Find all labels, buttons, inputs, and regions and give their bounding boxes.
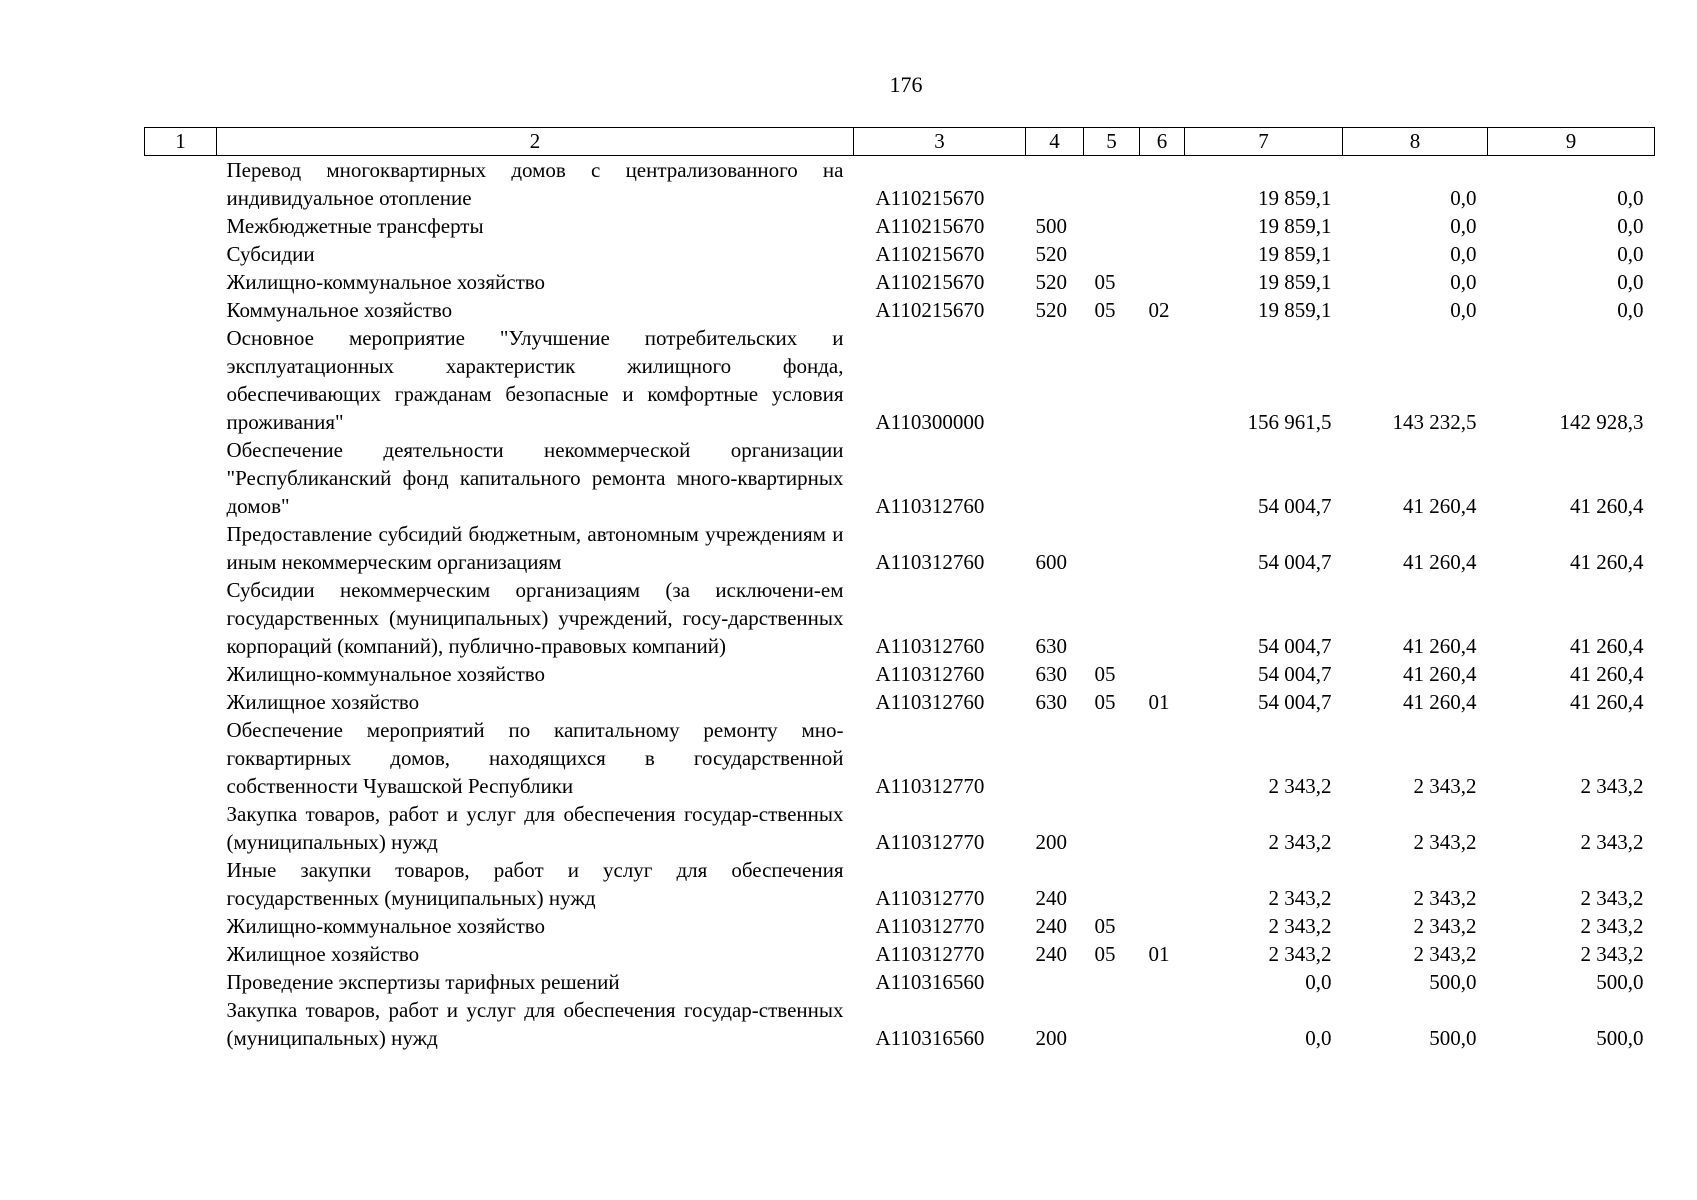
row-code: А110312770 bbox=[875, 774, 985, 798]
row-section: 05 bbox=[1094, 942, 1116, 966]
row-name: Жилищно-коммунальное хозяйство bbox=[226, 662, 546, 686]
table-row bbox=[145, 996, 1655, 1052]
row-amount-1: 2 343,2 bbox=[1268, 774, 1332, 798]
row-name: Жилищно-коммунальное хозяйство bbox=[226, 914, 546, 938]
row-expense-type bbox=[1026, 716, 1084, 800]
row-expense-type: 520 bbox=[1035, 298, 1067, 322]
row-section bbox=[1084, 212, 1140, 240]
row-col-1 bbox=[145, 996, 217, 1052]
row-section bbox=[1084, 856, 1140, 912]
row-col-1 bbox=[145, 688, 217, 716]
row-amount-3: 0,0 bbox=[1617, 242, 1644, 266]
row-section bbox=[1084, 800, 1140, 856]
row-name: Субсидии bbox=[226, 242, 315, 266]
row-expense-type: 240 bbox=[1035, 886, 1067, 910]
row-amount-3: 41 260,4 bbox=[1570, 634, 1644, 658]
row-col-1 bbox=[145, 156, 217, 213]
row-col-1 bbox=[145, 240, 217, 268]
row-col-1 bbox=[145, 716, 217, 800]
row-section bbox=[1084, 156, 1140, 213]
row-amount-2: 500,0 bbox=[1429, 1026, 1477, 1050]
table-row bbox=[145, 576, 1655, 660]
row-name: Жилищное хозяйство bbox=[226, 942, 420, 966]
row-amount-2: 41 260,4 bbox=[1403, 550, 1477, 574]
row-amount-1: 54 004,7 bbox=[1258, 494, 1332, 518]
row-expense-type: 240 bbox=[1035, 942, 1067, 966]
header-col-7: 7 bbox=[1185, 128, 1343, 156]
table-row bbox=[145, 240, 1655, 268]
row-section bbox=[1084, 240, 1140, 268]
page-number: 176 bbox=[889, 72, 923, 97]
row-col-1 bbox=[145, 324, 217, 436]
row-section bbox=[1084, 520, 1140, 576]
row-subsection bbox=[1140, 716, 1185, 800]
row-code: А110215670 bbox=[875, 214, 985, 238]
header-col-3: 3 bbox=[854, 128, 1026, 156]
row-code: А110215670 bbox=[875, 298, 985, 322]
row-amount-1: 54 004,7 bbox=[1258, 550, 1332, 574]
row-expense-type: 630 bbox=[1035, 634, 1067, 658]
row-name: Жилищно-коммунальное хозяйство bbox=[226, 270, 546, 294]
row-expense-type: 520 bbox=[1035, 242, 1067, 266]
row-amount-3: 2 343,2 bbox=[1580, 914, 1644, 938]
row-expense-type: 200 bbox=[1035, 1026, 1067, 1050]
row-amount-1: 19 859,1 bbox=[1258, 214, 1332, 238]
row-subsection bbox=[1140, 268, 1185, 296]
row-amount-3: 2 343,2 bbox=[1580, 774, 1644, 798]
row-amount-1: 0,0 bbox=[1305, 1026, 1332, 1050]
table-row bbox=[145, 716, 1655, 800]
row-col-1 bbox=[145, 968, 217, 996]
row-amount-1: 0,0 bbox=[1305, 970, 1332, 994]
row-name: Основное мероприятие "Улучшение потребительских и эксплуатационных характеристик жилищного фонда, обеспечивающих гражданам безопасные и комфортные условия проживания" bbox=[226, 326, 844, 434]
row-amount-1: 54 004,7 bbox=[1258, 634, 1332, 658]
row-amount-2: 41 260,4 bbox=[1403, 634, 1477, 658]
row-amount-3: 0,0 bbox=[1617, 214, 1644, 238]
row-expense-type: 500 bbox=[1035, 214, 1067, 238]
row-subsection: 01 bbox=[1148, 942, 1170, 966]
table-row bbox=[145, 800, 1655, 856]
table-row bbox=[145, 688, 1655, 716]
row-amount-3: 41 260,4 bbox=[1570, 494, 1644, 518]
table-row bbox=[145, 436, 1655, 520]
table-row bbox=[145, 912, 1655, 940]
row-subsection bbox=[1140, 996, 1185, 1052]
row-section: 05 bbox=[1094, 298, 1116, 322]
table-body bbox=[145, 156, 1655, 1053]
row-amount-2: 41 260,4 bbox=[1403, 690, 1477, 714]
table-row bbox=[145, 520, 1655, 576]
row-amount-2: 0,0 bbox=[1450, 298, 1477, 322]
row-col-1 bbox=[145, 296, 217, 324]
row-name: Проведение экспертизы тарифных решений bbox=[226, 970, 620, 994]
header-col-5: 5 bbox=[1084, 128, 1140, 156]
table-row bbox=[145, 856, 1655, 912]
row-expense-type: 520 bbox=[1035, 270, 1067, 294]
header-col-6: 6 bbox=[1140, 128, 1185, 156]
row-col-1 bbox=[145, 912, 217, 940]
row-amount-2: 0,0 bbox=[1450, 242, 1477, 266]
row-name: Обеспечение мероприятий по капитальному ремонту мно-гоквартирных домов, находящихся в государственной собственности Чувашской Республики bbox=[226, 718, 844, 798]
row-name: Иные закупки товаров, работ и услуг для обеспечения государственных (муниципальных) нужд bbox=[226, 858, 844, 910]
row-code: А110312770 bbox=[875, 914, 985, 938]
row-expense-type: 630 bbox=[1035, 662, 1067, 686]
row-amount-3: 0,0 bbox=[1617, 186, 1644, 210]
row-name: Субсидии некоммерческим организациям (за исключени-ем государственных (муниципальных) учреждений, госу-дарственных корпораций (компаний), публично-правовых компаний) bbox=[226, 578, 844, 658]
row-section: 05 bbox=[1094, 662, 1116, 686]
table-row bbox=[145, 212, 1655, 240]
row-col-1 bbox=[145, 436, 217, 520]
row-amount-2: 2 343,2 bbox=[1413, 774, 1477, 798]
row-section bbox=[1084, 716, 1140, 800]
row-subsection bbox=[1140, 800, 1185, 856]
row-name: Межбюджетные трансферты bbox=[226, 214, 484, 238]
row-subsection bbox=[1140, 240, 1185, 268]
row-amount-2: 2 343,2 bbox=[1413, 886, 1477, 910]
row-section bbox=[1084, 968, 1140, 996]
row-col-1 bbox=[145, 940, 217, 968]
row-col-1 bbox=[145, 520, 217, 576]
row-amount-3: 500,0 bbox=[1596, 970, 1644, 994]
row-amount-2: 0,0 bbox=[1450, 270, 1477, 294]
row-amount-1: 156 961,5 bbox=[1247, 410, 1332, 434]
row-subsection bbox=[1140, 576, 1185, 660]
row-name: Коммунальное хозяйство bbox=[226, 298, 453, 322]
row-amount-1: 2 343,2 bbox=[1268, 830, 1332, 854]
row-col-1 bbox=[145, 800, 217, 856]
row-amount-2: 41 260,4 bbox=[1403, 662, 1477, 686]
row-col-1 bbox=[145, 268, 217, 296]
row-amount-3: 0,0 bbox=[1617, 270, 1644, 294]
row-subsection bbox=[1140, 156, 1185, 213]
row-code: А110215670 bbox=[875, 186, 985, 210]
row-amount-1: 54 004,7 bbox=[1258, 690, 1332, 714]
row-code: А110215670 bbox=[875, 242, 985, 266]
table-row bbox=[145, 156, 1655, 213]
row-expense-type: 600 bbox=[1035, 550, 1067, 574]
row-name: Обеспечение деятельности некоммерческой организации "Республиканский фонд капитального ремонта много-квартирных домов" bbox=[226, 438, 844, 518]
row-code: А110300000 bbox=[875, 410, 985, 434]
budget-table bbox=[144, 127, 1655, 1052]
row-amount-1: 2 343,2 bbox=[1268, 886, 1332, 910]
row-amount-3: 2 343,2 bbox=[1580, 830, 1644, 854]
header-row bbox=[145, 128, 1655, 156]
row-subsection bbox=[1140, 912, 1185, 940]
row-amount-1: 19 859,1 bbox=[1258, 298, 1332, 322]
row-subsection bbox=[1140, 212, 1185, 240]
row-section bbox=[1084, 996, 1140, 1052]
row-amount-3: 41 260,4 bbox=[1570, 550, 1644, 574]
row-subsection: 01 bbox=[1148, 690, 1170, 714]
row-subsection: 02 bbox=[1148, 298, 1170, 322]
header-col-9: 9 bbox=[1488, 128, 1655, 156]
row-subsection bbox=[1140, 436, 1185, 520]
row-expense-type bbox=[1026, 156, 1084, 213]
row-amount-1: 19 859,1 bbox=[1258, 186, 1332, 210]
row-amount-3: 41 260,4 bbox=[1570, 690, 1644, 714]
row-subsection bbox=[1140, 660, 1185, 688]
row-amount-2: 500,0 bbox=[1429, 970, 1477, 994]
table-row bbox=[145, 268, 1655, 296]
table-row bbox=[145, 296, 1655, 324]
row-section bbox=[1084, 436, 1140, 520]
row-amount-3: 142 928,3 bbox=[1559, 410, 1644, 434]
header-col-4: 4 bbox=[1026, 128, 1084, 156]
row-amount-3: 2 343,2 bbox=[1580, 886, 1644, 910]
header-col-1: 1 bbox=[145, 128, 217, 156]
table-header bbox=[145, 128, 1655, 156]
row-section: 05 bbox=[1094, 270, 1116, 294]
row-amount-1: 19 859,1 bbox=[1258, 242, 1332, 266]
row-amount-1: 54 004,7 bbox=[1258, 662, 1332, 686]
table-row bbox=[145, 968, 1655, 996]
row-code: А110316560 bbox=[875, 1026, 985, 1050]
row-expense-type: 630 bbox=[1035, 690, 1067, 714]
row-expense-type bbox=[1026, 436, 1084, 520]
row-code: А110215670 bbox=[875, 270, 985, 294]
row-amount-2: 2 343,2 bbox=[1413, 830, 1477, 854]
row-section bbox=[1084, 576, 1140, 660]
row-expense-type: 200 bbox=[1035, 830, 1067, 854]
row-amount-2: 2 343,2 bbox=[1413, 942, 1477, 966]
row-amount-2: 41 260,4 bbox=[1403, 494, 1477, 518]
row-code: А110316560 bbox=[875, 970, 985, 994]
row-section bbox=[1084, 324, 1140, 436]
row-col-1 bbox=[145, 856, 217, 912]
row-amount-3: 500,0 bbox=[1596, 1026, 1644, 1050]
row-code: А110312760 bbox=[875, 494, 985, 518]
row-amount-1: 2 343,2 bbox=[1268, 914, 1332, 938]
row-subsection bbox=[1140, 324, 1185, 436]
row-expense-type bbox=[1026, 968, 1084, 996]
table-row bbox=[145, 660, 1655, 688]
row-amount-2: 143 232,5 bbox=[1392, 410, 1477, 434]
row-amount-3: 41 260,4 bbox=[1570, 662, 1644, 686]
row-name: Предоставление субсидий бюджетным, автономным учреждениям и иным некоммерческим организациям bbox=[226, 522, 844, 574]
row-amount-2: 0,0 bbox=[1450, 214, 1477, 238]
header-col-2: 2 bbox=[217, 128, 854, 156]
row-code: А110312760 bbox=[875, 550, 985, 574]
row-name: Жилищное хозяйство bbox=[226, 690, 420, 714]
row-col-1 bbox=[145, 576, 217, 660]
row-name: Закупка товаров, работ и услуг для обеспечения государ-ственных (муниципальных) нужд bbox=[226, 998, 844, 1050]
row-amount-3: 2 343,2 bbox=[1580, 942, 1644, 966]
row-section: 05 bbox=[1094, 914, 1116, 938]
row-amount-1: 2 343,2 bbox=[1268, 942, 1332, 966]
row-expense-type: 240 bbox=[1035, 914, 1067, 938]
row-name: Перевод многоквартирных домов с централизованного на индивидуальное отопление bbox=[226, 158, 844, 210]
row-code: А110312770 bbox=[875, 830, 985, 854]
row-name: Закупка товаров, работ и услуг для обеспечения государ-ственных (муниципальных) нужд bbox=[226, 802, 844, 854]
row-code: А110312770 bbox=[875, 886, 985, 910]
row-section: 05 bbox=[1094, 690, 1116, 714]
table-row bbox=[145, 940, 1655, 968]
table-row bbox=[145, 324, 1655, 436]
row-subsection bbox=[1140, 520, 1185, 576]
row-amount-1: 19 859,1 bbox=[1258, 270, 1332, 294]
row-col-1 bbox=[145, 212, 217, 240]
row-code: А110312770 bbox=[875, 942, 985, 966]
row-subsection bbox=[1140, 856, 1185, 912]
row-subsection bbox=[1140, 968, 1185, 996]
header-col-8: 8 bbox=[1343, 128, 1488, 156]
row-code: А110312760 bbox=[875, 634, 985, 658]
row-amount-2: 2 343,2 bbox=[1413, 914, 1477, 938]
row-expense-type bbox=[1026, 324, 1084, 436]
row-amount-2: 0,0 bbox=[1450, 186, 1477, 210]
row-code: А110312760 bbox=[875, 662, 985, 686]
row-code: А110312760 bbox=[875, 690, 985, 714]
row-amount-3: 0,0 bbox=[1617, 298, 1644, 322]
row-col-1 bbox=[145, 660, 217, 688]
